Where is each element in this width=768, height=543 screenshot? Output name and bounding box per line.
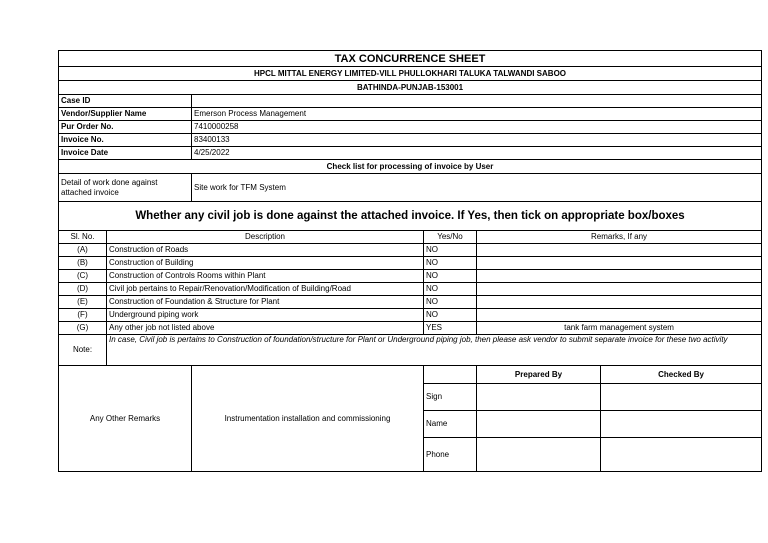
sign-label: Sign [424, 384, 477, 411]
field-label: Invoice Date [59, 147, 192, 160]
sheet-table [58, 50, 762, 472]
row-yesno: NO [424, 244, 477, 257]
row-remarks [477, 296, 762, 309]
row-description: Construction of Building [107, 257, 424, 270]
col-header-remarks: Remarks, If any [477, 231, 762, 244]
field-row-vendor [59, 108, 762, 121]
checklist-title: Check list for processing of invoice by User [59, 160, 762, 174]
field-row-invoice-no [59, 134, 762, 147]
field-row-po [59, 121, 762, 134]
table-row [59, 309, 762, 322]
note-text: In case, Civil job is pertains to Construction of foundation/structure for Plant or Underground piping job, then please ask vendor to submit separate invoice for these two activity [107, 335, 762, 366]
table-row [59, 257, 762, 270]
field-value [192, 95, 762, 108]
row-description: Construction of Roads [107, 244, 424, 257]
checked-by-header: Checked By [601, 366, 762, 384]
row-yesno: NO [424, 309, 477, 322]
row-description: Construction of Controls Rooms within Plant [107, 270, 424, 283]
row-yesno: NO [424, 270, 477, 283]
row-description: Any other job not listed above [107, 322, 424, 335]
sheet-title: TAX CONCURRENCE SHEET [59, 51, 762, 67]
prepared-by-name [477, 411, 601, 438]
table-row [59, 296, 762, 309]
row-remarks [477, 270, 762, 283]
row-sl: (A) [59, 244, 107, 257]
field-row-invoice-date [59, 147, 762, 160]
table-row [59, 322, 762, 335]
field-value: 83400133 [192, 134, 762, 147]
field-value: 7410000258 [192, 121, 762, 134]
signoff-header-row [59, 366, 762, 384]
row-sl: (B) [59, 257, 107, 270]
col-header-yesno: Yes/No [424, 231, 477, 244]
row-yesno: YES [424, 322, 477, 335]
field-label: Case ID [59, 95, 192, 108]
col-header-sl: Sl. No. [59, 231, 107, 244]
note-label: Note: [59, 335, 107, 366]
civil-job-question: Whether any civil job is done against the attached invoice. If Yes, then tick on appropriate box/boxes [59, 202, 762, 231]
company-name: HPCL MITTAL ENERGY LIMITED-VILL PHULLOKHARI TALUKA TALWANDI SABOO [59, 67, 762, 81]
field-label: Pur Order No. [59, 121, 192, 134]
checked-by-sign [601, 384, 762, 411]
prepared-by-phone [477, 438, 601, 472]
row-remarks [477, 257, 762, 270]
work-detail-label: Detail of work done against attached invoice [59, 174, 192, 202]
prepared-by-header: Prepared By [477, 366, 601, 384]
row-yesno: NO [424, 283, 477, 296]
tax-concurrence-sheet [58, 50, 761, 472]
field-value: Emerson Process Management [192, 108, 762, 121]
other-remarks-label: Any Other Remarks [59, 366, 192, 472]
table-row [59, 244, 762, 257]
row-remarks: tank farm management system [477, 322, 762, 335]
field-row-case-id [59, 95, 762, 108]
work-detail-value: Site work for TFM System [192, 174, 762, 202]
phone-label: Phone [424, 438, 477, 472]
row-description: Construction of Foundation & Structure for Plant [107, 296, 424, 309]
prepared-by-sign [477, 384, 601, 411]
signoff-corner [424, 366, 477, 384]
row-description: Civil job pertains to Repair/Renovation/Modification of Building/Road [107, 283, 424, 296]
row-remarks [477, 244, 762, 257]
field-label: Invoice No. [59, 134, 192, 147]
row-remarks [477, 283, 762, 296]
row-description: Underground piping work [107, 309, 424, 322]
col-header-description: Description [107, 231, 424, 244]
checked-by-phone [601, 438, 762, 472]
row-sl: (C) [59, 270, 107, 283]
row-yesno: NO [424, 296, 477, 309]
row-sl: (G) [59, 322, 107, 335]
other-remarks-value: Instrumentation installation and commissioning [192, 366, 424, 472]
row-sl: (F) [59, 309, 107, 322]
row-sl: (D) [59, 283, 107, 296]
row-yesno: NO [424, 257, 477, 270]
table-row [59, 283, 762, 296]
field-value: 4/25/2022 [192, 147, 762, 160]
note-row [59, 335, 762, 366]
checklist-header-row [59, 231, 762, 244]
company-address: BATHINDA-PUNJAB-153001 [59, 81, 762, 95]
checked-by-name [601, 411, 762, 438]
table-row [59, 270, 762, 283]
row-sl: (E) [59, 296, 107, 309]
row-remarks [477, 309, 762, 322]
field-label: Vendor/Supplier Name [59, 108, 192, 121]
name-label: Name [424, 411, 477, 438]
